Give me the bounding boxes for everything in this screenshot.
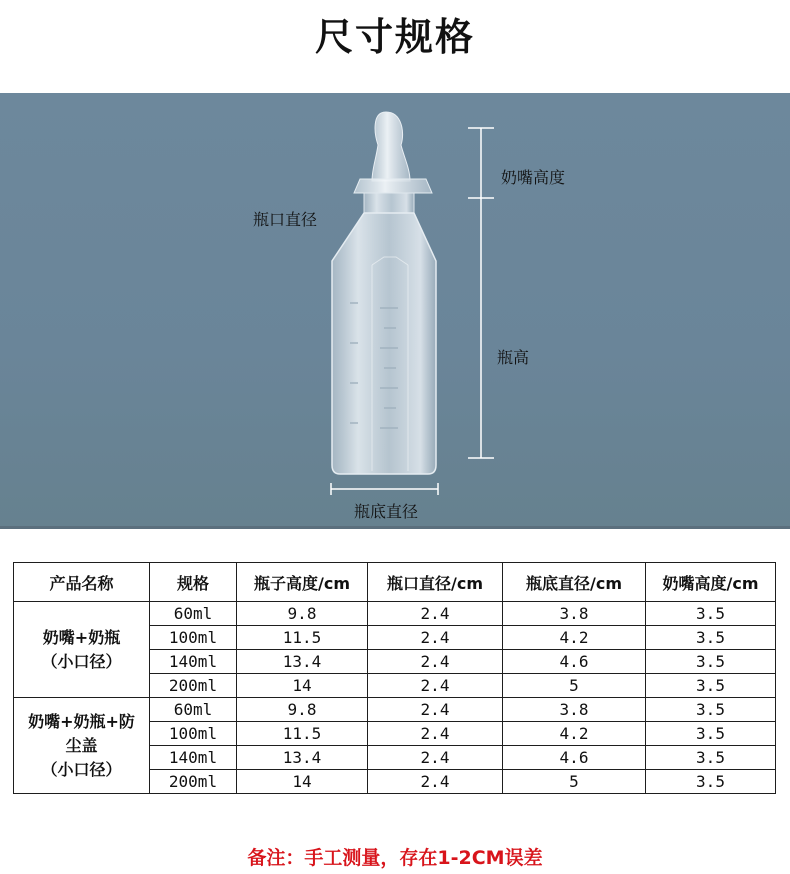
cell-bottle-height: 14 <box>237 770 368 794</box>
cell-spec: 100ml <box>150 722 237 746</box>
page-title: 尺寸规格 <box>314 15 475 59</box>
cell-bottle-height: 13.4 <box>237 650 368 674</box>
label-nipple-height: 奶嘴高度 <box>501 168 566 187</box>
product-name-line: （小口径） <box>41 651 122 671</box>
cell-base-diameter: 5 <box>503 674 646 698</box>
table-header-row <box>14 563 776 602</box>
cell-spec: 140ml <box>150 650 237 674</box>
cell-spec: 200ml <box>150 770 237 794</box>
cell-nipple-height: 3.5 <box>646 626 776 650</box>
cell-mouth-diameter: 2.4 <box>368 770 503 794</box>
header-spec: 规格 <box>150 563 237 602</box>
cell-bottle-height: 11.5 <box>237 626 368 650</box>
cell-mouth-diameter: 2.4 <box>368 722 503 746</box>
product-name-line: 尘盖 <box>65 735 98 755</box>
cell-mouth-diameter: 2.4 <box>368 650 503 674</box>
cell-spec: 200ml <box>150 674 237 698</box>
cell-nipple-height: 3.5 <box>646 602 776 626</box>
cell-spec: 140ml <box>150 746 237 770</box>
cell-base-diameter: 4.2 <box>503 722 646 746</box>
product-name-line: 奶嘴+奶瓶+防 <box>28 711 135 731</box>
cell-nipple-height: 3.5 <box>646 674 776 698</box>
bottle-neck <box>364 193 414 213</box>
cell-mouth-diameter: 2.4 <box>368 626 503 650</box>
header-base-diameter: 瓶底直径/cm <box>503 563 646 602</box>
cell-mouth-diameter: 2.4 <box>368 698 503 722</box>
cell-bottle-height: 14 <box>237 674 368 698</box>
bottle-diagram <box>0 93 790 529</box>
cell-base-diameter: 3.8 <box>503 602 646 626</box>
cell-nipple-height: 3.5 <box>646 746 776 770</box>
nipple <box>372 112 410 181</box>
cell-bottle-height: 13.4 <box>237 746 368 770</box>
cell-bottle-height: 9.8 <box>237 602 368 626</box>
cell-mouth-diameter: 2.4 <box>368 746 503 770</box>
cell-nipple-height: 3.5 <box>646 722 776 746</box>
product-name-line: （小口径） <box>41 759 122 779</box>
cell-base-diameter: 4.6 <box>503 746 646 770</box>
cell-nipple-height: 3.5 <box>646 698 776 722</box>
cell-base-diameter: 3.8 <box>503 698 646 722</box>
cell-nipple-height: 3.5 <box>646 770 776 794</box>
table-row <box>14 698 776 722</box>
cell-bottle-height: 9.8 <box>237 698 368 722</box>
cell-spec: 60ml <box>150 698 237 722</box>
cell-bottle-height: 11.5 <box>237 722 368 746</box>
product-name-line: 奶嘴+奶瓶 <box>42 627 121 647</box>
product-name-cell <box>14 602 150 698</box>
spec-table <box>13 562 776 794</box>
collar <box>354 179 432 193</box>
cell-base-diameter: 4.6 <box>503 650 646 674</box>
bottle-body <box>332 213 436 474</box>
cell-base-diameter: 4.2 <box>503 626 646 650</box>
cell-mouth-diameter: 2.4 <box>368 602 503 626</box>
measurement-note: 备注：手工测量，存在1-2CM误差 <box>247 847 543 869</box>
header-mouth-diameter: 瓶口直径/cm <box>368 563 503 602</box>
cell-nipple-height: 3.5 <box>646 650 776 674</box>
cell-spec: 60ml <box>150 602 237 626</box>
label-bottle-height: 瓶高 <box>497 348 530 367</box>
label-base-diameter: 瓶底直径 <box>354 502 419 521</box>
header-nipple-height: 奶嘴高度/cm <box>646 563 776 602</box>
header-product-name: 产品名称 <box>14 563 150 602</box>
cell-base-diameter: 5 <box>503 770 646 794</box>
product-name-cell <box>14 698 150 794</box>
header-bottle-height: 瓶子高度/cm <box>237 563 368 602</box>
label-mouth-diameter: 瓶口直径 <box>253 210 318 229</box>
cell-spec: 100ml <box>150 626 237 650</box>
bottle-illustration <box>0 93 790 526</box>
table-row <box>14 602 776 626</box>
cell-mouth-diameter: 2.4 <box>368 674 503 698</box>
